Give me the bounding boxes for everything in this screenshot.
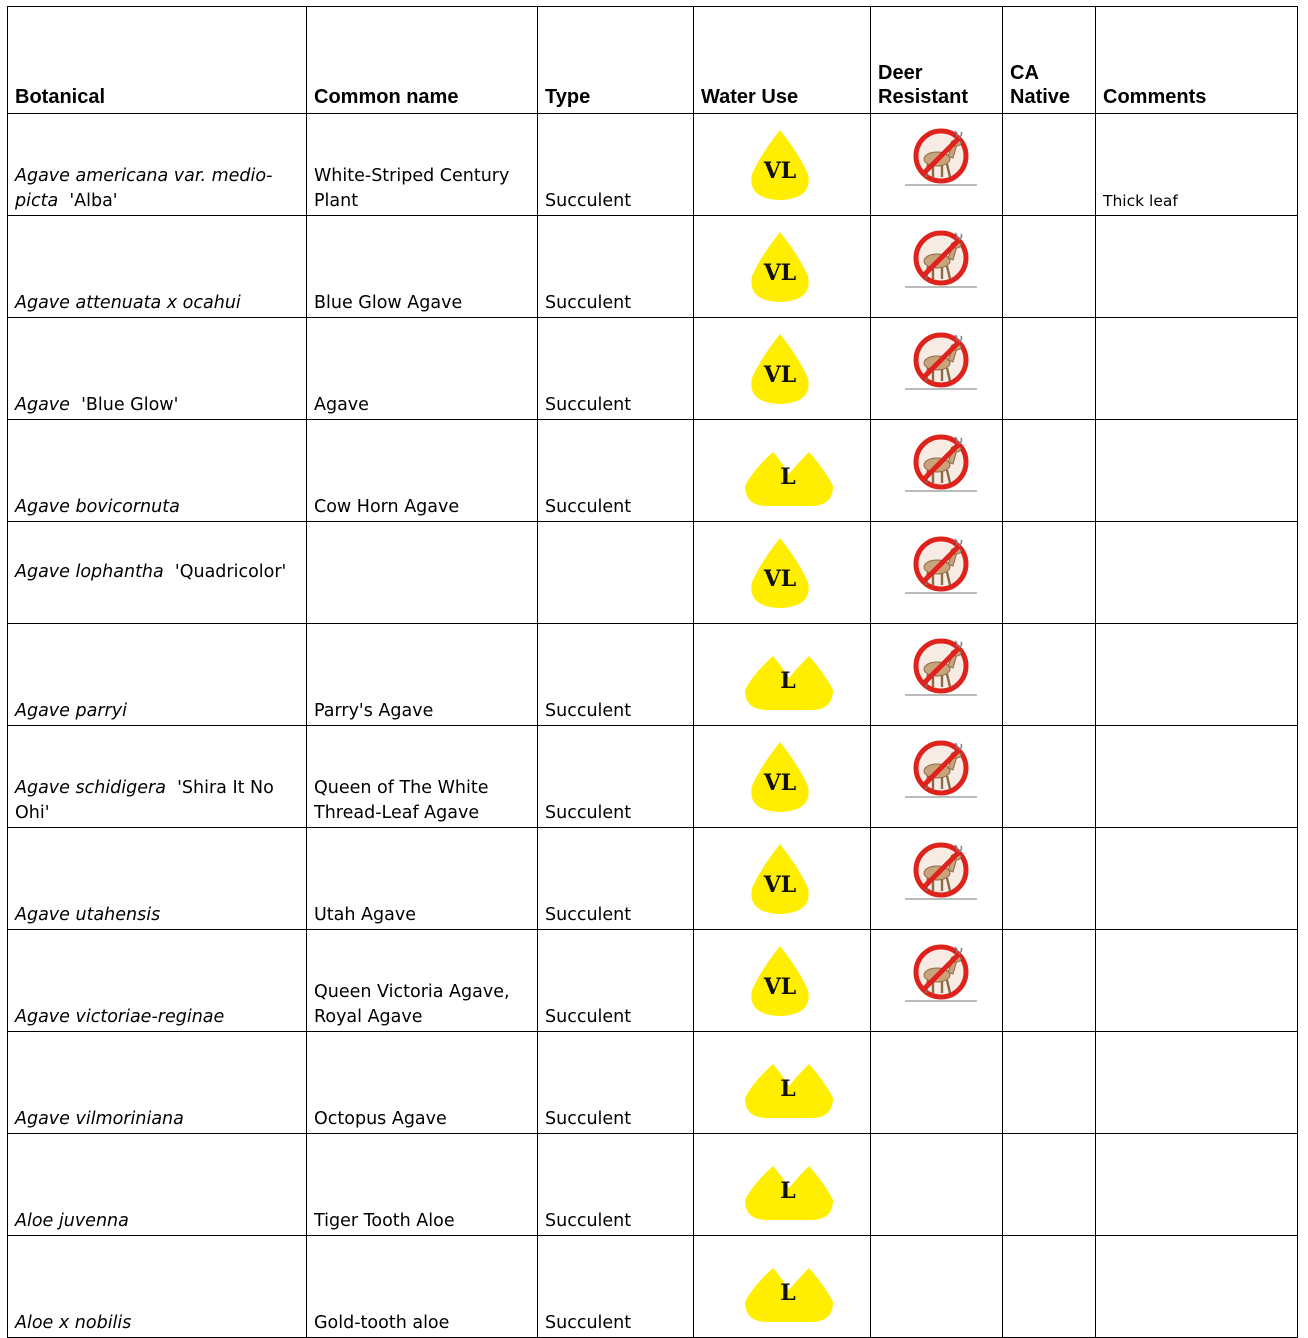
ca-native-cell — [1003, 318, 1096, 420]
deer-resistant-cell — [871, 216, 1003, 318]
table-row — [8, 930, 1298, 1032]
common-name-cell — [307, 726, 538, 828]
common-name-cell — [307, 420, 538, 522]
table-row — [8, 1236, 1298, 1338]
botanical-name: Agave victoriae-reginae — [15, 1007, 225, 1027]
table-row — [8, 624, 1298, 726]
col-header-common-name: Common name — [307, 7, 538, 114]
common-name-cell-text: Tiger Tooth Aloe — [314, 1211, 455, 1231]
water-use-cell — [694, 1236, 871, 1338]
table-row — [8, 522, 1298, 624]
water-drop-icon — [737, 326, 837, 406]
common-name-cell-text: Cow Horn Agave — [314, 497, 460, 517]
comments-cell — [1096, 1134, 1298, 1236]
deer-resistant-icon — [897, 534, 981, 598]
botanical-cell — [8, 1032, 307, 1134]
table-row — [8, 216, 1298, 318]
type-cell — [538, 522, 694, 624]
col-header-water-use: Water Use — [694, 7, 871, 114]
botanical-name: Agave attenuata x ocahui — [15, 293, 241, 313]
deer-icon-wrap — [897, 534, 981, 598]
water-use-label: L — [780, 668, 796, 694]
water-drop-wrap — [737, 428, 837, 508]
type-cell — [538, 420, 694, 522]
botanical-cell — [8, 1134, 307, 1236]
deer-icon-wrap — [897, 432, 981, 496]
type-cell — [538, 726, 694, 828]
water-use-label: VL — [763, 362, 797, 388]
type-cell-text: Succulent — [545, 395, 632, 415]
cultivar-name: 'Shira It No Ohi' — [15, 778, 274, 823]
common-name-cell — [307, 624, 538, 726]
table-row — [8, 318, 1298, 420]
deer-icon-wrap — [897, 330, 981, 394]
deer-resistant-icon — [897, 432, 981, 496]
common-name-cell-text: White-Striped Century Plant — [314, 166, 510, 211]
water-drop-icon — [737, 938, 837, 1018]
deer-resistant-cell — [871, 1236, 1003, 1338]
water-drop-icon — [737, 1142, 837, 1222]
water-drop-wrap — [737, 1040, 837, 1120]
water-use-label: VL — [763, 566, 797, 592]
type-cell-text: Succulent — [545, 497, 632, 517]
botanical-cell — [8, 114, 307, 216]
botanical-cell — [8, 828, 307, 930]
comments-cell — [1096, 624, 1298, 726]
ca-native-cell — [1003, 1134, 1096, 1236]
type-cell — [538, 828, 694, 930]
botanical-name: Agave bovicornuta — [15, 497, 180, 517]
type-cell-text: Succulent — [545, 1313, 632, 1333]
water-drop-icon — [737, 734, 837, 814]
type-cell-text: Succulent — [545, 1007, 632, 1027]
deer-icon-wrap — [897, 126, 981, 190]
comments-cell — [1096, 1236, 1298, 1338]
common-name-cell — [307, 1236, 538, 1338]
deer-icon-wrap — [897, 942, 981, 1006]
botanical-name: Agave vilmoriniana — [15, 1109, 184, 1129]
common-name-cell — [307, 930, 538, 1032]
comments-cell — [1096, 828, 1298, 930]
col-header-type: Type — [538, 7, 694, 114]
water-drop-wrap — [737, 1142, 837, 1222]
deer-resistant-icon — [897, 942, 981, 1006]
water-use-cell — [694, 420, 871, 522]
common-name-cell-text: Parry's Agave — [314, 701, 434, 721]
common-name-cell — [307, 318, 538, 420]
type-cell-text: Succulent — [545, 905, 632, 925]
deer-resistant-cell — [871, 930, 1003, 1032]
deer-resistant-icon — [897, 840, 981, 904]
common-name-cell-text: Gold-tooth aloe — [314, 1313, 450, 1333]
water-drop-icon — [737, 836, 837, 916]
comments-cell — [1096, 1032, 1298, 1134]
water-use-label: VL — [763, 770, 797, 796]
table-row — [8, 828, 1298, 930]
water-use-label: L — [780, 464, 796, 490]
common-name-cell-text: Agave — [314, 395, 369, 415]
table-row — [8, 1032, 1298, 1134]
type-cell — [538, 624, 694, 726]
water-drop-wrap — [737, 530, 837, 610]
comments-cell-text: Thick leaf — [1103, 192, 1178, 210]
deer-resistant-icon — [897, 636, 981, 700]
col-header-ca-native: CA Native — [1003, 7, 1096, 114]
common-name-cell-text: Blue Glow Agave — [314, 293, 463, 313]
water-drop-icon — [737, 428, 837, 508]
botanical-name: Agave parryi — [15, 701, 127, 721]
water-drop-icon — [737, 224, 837, 304]
type-cell — [538, 1032, 694, 1134]
botanical-cell — [8, 726, 307, 828]
water-use-cell — [694, 828, 871, 930]
water-drop-icon — [737, 1244, 837, 1324]
botanical-cell — [8, 318, 307, 420]
type-cell-text: Succulent — [545, 803, 632, 823]
botanical-name: Aloe x nobilis — [15, 1313, 132, 1333]
comments-cell — [1096, 318, 1298, 420]
botanical-name: Agave schidigera — [15, 778, 166, 798]
common-name-cell — [307, 114, 538, 216]
col-header-comments: Comments — [1096, 7, 1298, 114]
table-row — [8, 1134, 1298, 1236]
deer-resistant-icon — [897, 228, 981, 292]
type-cell-text: Succulent — [545, 1109, 632, 1129]
type-cell — [538, 1236, 694, 1338]
ca-native-cell — [1003, 726, 1096, 828]
cultivar-name: 'Quadricolor' — [174, 561, 287, 582]
water-use-cell — [694, 318, 871, 420]
water-use-label: VL — [763, 872, 797, 898]
ca-native-cell — [1003, 828, 1096, 930]
type-cell — [538, 318, 694, 420]
deer-icon-wrap — [897, 840, 981, 904]
type-cell-text: Succulent — [545, 293, 632, 313]
deer-resistant-cell — [871, 420, 1003, 522]
water-drop-wrap — [737, 938, 837, 1018]
type-cell-text: Succulent — [545, 1211, 632, 1231]
botanical-name: Aloe juvenna — [15, 1211, 129, 1231]
common-name-cell — [307, 828, 538, 930]
cultivar-name: 'Alba' — [69, 191, 118, 211]
water-use-label: L — [780, 1280, 796, 1306]
type-cell — [538, 930, 694, 1032]
water-drop-wrap — [737, 224, 837, 304]
col-header-botanical: Botanical — [8, 7, 307, 114]
common-name-cell-text: Octopus Agave — [314, 1109, 447, 1129]
water-drop-wrap — [737, 632, 837, 712]
water-drop-wrap — [737, 122, 837, 202]
deer-resistant-cell — [871, 1134, 1003, 1236]
cultivar-name: 'Blue Glow' — [81, 395, 179, 415]
water-drop-wrap — [737, 1244, 837, 1324]
water-drop-wrap — [737, 326, 837, 406]
botanical-cell — [8, 1236, 307, 1338]
water-use-cell — [694, 1134, 871, 1236]
type-cell-text: Succulent — [545, 191, 632, 211]
water-use-cell — [694, 930, 871, 1032]
water-drop-icon — [737, 632, 837, 712]
table-body — [8, 114, 1298, 1338]
col-header-deer-resistant: Deer Resistant — [871, 7, 1003, 114]
comments-cell — [1096, 726, 1298, 828]
water-drop-icon — [737, 122, 837, 202]
water-use-label: L — [780, 1076, 796, 1102]
water-use-label: VL — [763, 158, 797, 184]
deer-resistant-cell — [871, 828, 1003, 930]
botanical-cell — [8, 216, 307, 318]
table-row — [8, 114, 1298, 216]
deer-resistant-cell — [871, 318, 1003, 420]
comments-cell — [1096, 522, 1298, 624]
common-name-cell — [307, 216, 538, 318]
botanical-name: Agave lophantha — [15, 561, 164, 582]
type-cell — [538, 216, 694, 318]
common-name-cell-text: Utah Agave — [314, 905, 416, 925]
comments-cell — [1096, 114, 1298, 216]
table-row — [8, 726, 1298, 828]
deer-resistant-cell — [871, 726, 1003, 828]
common-name-cell — [307, 1134, 538, 1236]
common-name-cell-text: Queen of The White Thread-Leaf Agave — [314, 778, 489, 823]
ca-native-cell — [1003, 114, 1096, 216]
deer-resistant-icon — [897, 330, 981, 394]
water-drop-icon — [737, 1040, 837, 1120]
deer-resistant-cell — [871, 114, 1003, 216]
common-name-cell-text: Queen Victoria Agave, Royal Agave — [314, 982, 510, 1027]
deer-icon-wrap — [897, 228, 981, 292]
water-use-label: VL — [763, 260, 797, 286]
water-use-cell — [694, 726, 871, 828]
deer-resistant-icon — [897, 126, 981, 190]
water-use-cell — [694, 114, 871, 216]
botanical-cell — [8, 624, 307, 726]
ca-native-cell — [1003, 1236, 1096, 1338]
deer-resistant-cell — [871, 624, 1003, 726]
water-drop-icon — [737, 530, 837, 610]
common-name-cell — [307, 522, 538, 624]
comments-cell — [1096, 930, 1298, 1032]
water-use-cell — [694, 522, 871, 624]
plant-table — [7, 6, 1298, 1338]
botanical-name: Agave — [15, 395, 70, 415]
type-cell — [538, 1134, 694, 1236]
ca-native-cell — [1003, 930, 1096, 1032]
deer-icon-wrap — [897, 738, 981, 802]
botanical-name: Agave americana var. medio-picta — [15, 166, 273, 211]
botanical-cell — [8, 420, 307, 522]
table-row — [8, 420, 1298, 522]
botanical-cell — [8, 522, 307, 624]
water-drop-wrap — [737, 734, 837, 814]
water-drop-wrap — [737, 836, 837, 916]
ca-native-cell — [1003, 522, 1096, 624]
header-row — [8, 7, 1298, 114]
water-use-label: L — [780, 1178, 796, 1204]
deer-resistant-cell — [871, 1032, 1003, 1134]
botanical-name: Agave utahensis — [15, 905, 161, 925]
type-cell — [538, 114, 694, 216]
ca-native-cell — [1003, 216, 1096, 318]
water-use-cell — [694, 1032, 871, 1134]
comments-cell — [1096, 420, 1298, 522]
ca-native-cell — [1003, 420, 1096, 522]
water-use-cell — [694, 216, 871, 318]
botanical-cell — [8, 930, 307, 1032]
ca-native-cell — [1003, 624, 1096, 726]
ca-native-cell — [1003, 1032, 1096, 1134]
page-title — [560, 0, 860, 2]
water-use-cell — [694, 624, 871, 726]
comments-cell — [1096, 216, 1298, 318]
deer-resistant-cell — [871, 522, 1003, 624]
type-cell-text: Succulent — [545, 701, 632, 721]
deer-icon-wrap — [897, 636, 981, 700]
deer-resistant-icon — [897, 738, 981, 802]
water-use-label: VL — [763, 974, 797, 1000]
common-name-cell — [307, 1032, 538, 1134]
